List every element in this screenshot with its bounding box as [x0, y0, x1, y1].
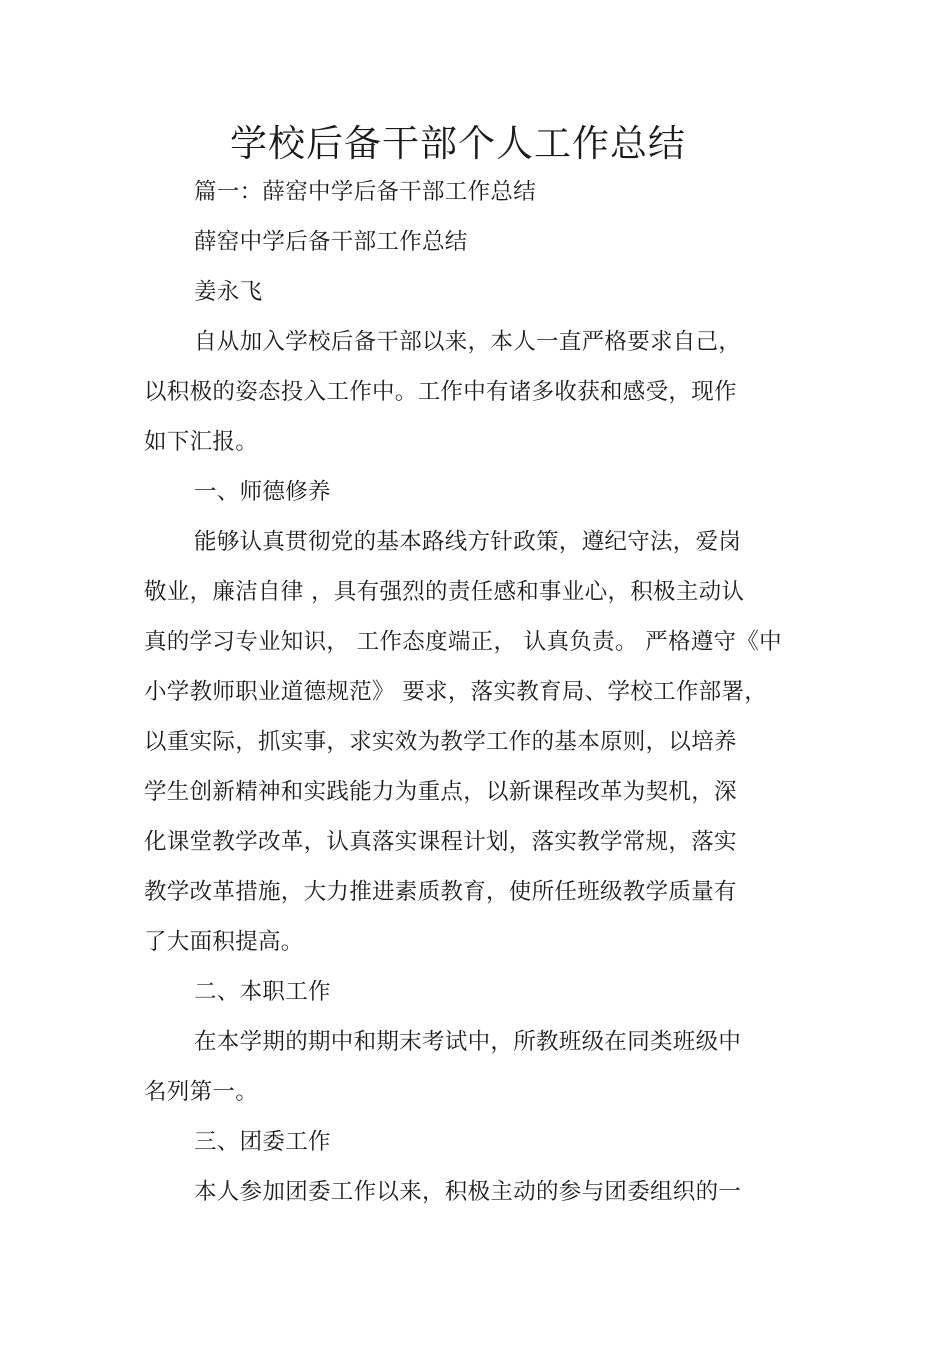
paragraph-line: 本人参加团委工作以来，积极主动的参与团委组织的一: [194, 1179, 742, 1205]
section-heading: 二、本职工作: [194, 979, 331, 1005]
author-name: 姜永飞: [194, 279, 263, 305]
paragraph-line: 在本学期的期中和期末考试中，所教班级在同类班级中: [194, 1029, 742, 1055]
paragraph-line: 自从加入学校后备干部以来，本人一直严格要求自己，: [194, 329, 742, 355]
section-heading: 三、团委工作: [194, 1129, 331, 1155]
paragraph-line: 真的学习专业知识， 工作态度端正， 认真负责。 严格遵守《中: [144, 629, 782, 655]
paragraph-line: 化课堂教学改革，认真落实课程计划，落实教学常规，落实: [144, 829, 737, 855]
paragraph-line: 以积极的姿态投入工作中。工作中有诸多收获和感受，现作: [144, 379, 737, 405]
paragraph-line: 如下汇报。: [144, 429, 259, 455]
paragraph-line: 小学教师职业道德规范》 要求，落实教育局、学校工作部署，: [144, 679, 768, 705]
paragraph-line: 学生创新精神和实践能力为重点，以新课程改革为契机，深: [144, 779, 737, 805]
document-title: 学校后备干部个人工作总结: [230, 122, 686, 165]
section-heading: 一、师德修养: [194, 479, 331, 505]
paragraph-line: 能够认真贯彻党的基本路线方针政策，遵纪守法，爱岗: [194, 529, 742, 555]
paragraph-line: 名列第一。: [144, 1079, 259, 1105]
paragraph-line: 敬业，廉洁自律 ，具有强烈的责任感和事业心，积极主动认: [144, 579, 745, 605]
subtitle-chapter: 篇一：薛窑中学后备干部工作总结: [194, 179, 537, 205]
subtitle-heading: 薛窑中学后备干部工作总结: [194, 229, 468, 255]
paragraph-line: 了大面积提高。: [144, 929, 304, 955]
paragraph-line: 以重实际，抓实事，求实效为教学工作的基本原则，以培养: [144, 729, 737, 755]
paragraph-line: 教学改革措施，大力推进素质教育，使所任班级教学质量有: [144, 879, 737, 905]
